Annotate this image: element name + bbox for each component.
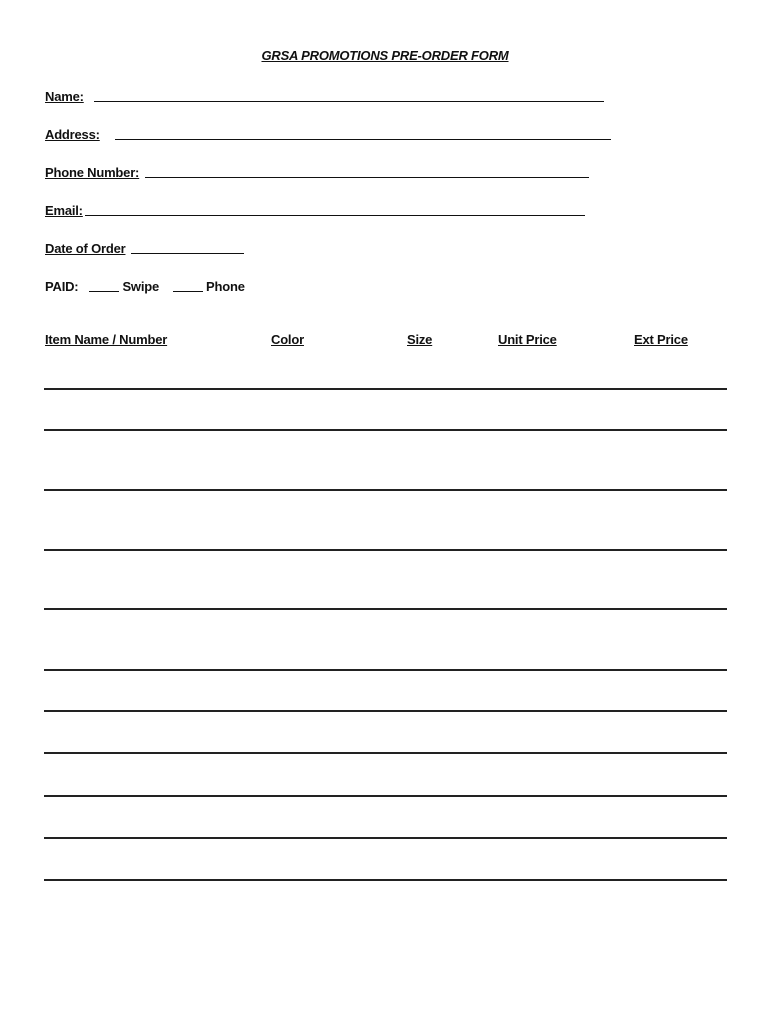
table-row-line[interactable] <box>44 549 727 551</box>
name-field-row <box>45 86 604 104</box>
table-header-row <box>0 332 770 350</box>
phone-checkbox-line[interactable] <box>173 279 203 292</box>
table-row-line[interactable] <box>44 489 727 491</box>
swipe-label: Swipe <box>122 279 160 294</box>
phone-payment-label: Phone <box>206 279 245 294</box>
phone-label: Phone Number: <box>45 165 140 180</box>
email-field-row <box>45 200 585 218</box>
paid-field-row <box>45 276 245 294</box>
item-name-header: Item Name / Number <box>45 332 168 347</box>
email-label: Email: <box>45 203 83 218</box>
size-header: Size <box>407 332 433 347</box>
email-input-line[interactable] <box>85 203 585 216</box>
table-row-line[interactable] <box>44 608 727 610</box>
paid-label: PAID: <box>45 279 79 294</box>
phone-input-line[interactable] <box>145 165 589 178</box>
table-row-line[interactable] <box>44 837 727 839</box>
date-input-line[interactable] <box>131 241 244 254</box>
table-row-line[interactable] <box>44 795 727 797</box>
table-row-line[interactable] <box>44 879 727 881</box>
form-title: GRSA PROMOTIONS PRE-ORDER FORM <box>261 48 509 63</box>
table-row-line[interactable] <box>44 752 727 754</box>
name-label: Name: <box>45 89 84 104</box>
phone-field-row <box>45 162 589 180</box>
date-field-row <box>45 238 244 256</box>
unit-price-header: Unit Price <box>498 332 557 347</box>
name-input-line[interactable] <box>94 89 604 102</box>
table-row-line[interactable] <box>44 388 727 390</box>
address-field-row <box>45 124 611 142</box>
table-row-line[interactable] <box>44 710 727 712</box>
swipe-checkbox-line[interactable] <box>89 279 119 292</box>
color-header: Color <box>271 332 304 347</box>
ext-price-header: Ext Price <box>634 332 688 347</box>
address-label: Address: <box>45 127 100 142</box>
table-row-line[interactable] <box>44 429 727 431</box>
address-input-line[interactable] <box>115 127 611 140</box>
table-row-line[interactable] <box>44 669 727 671</box>
date-label: Date of Order <box>45 241 126 256</box>
